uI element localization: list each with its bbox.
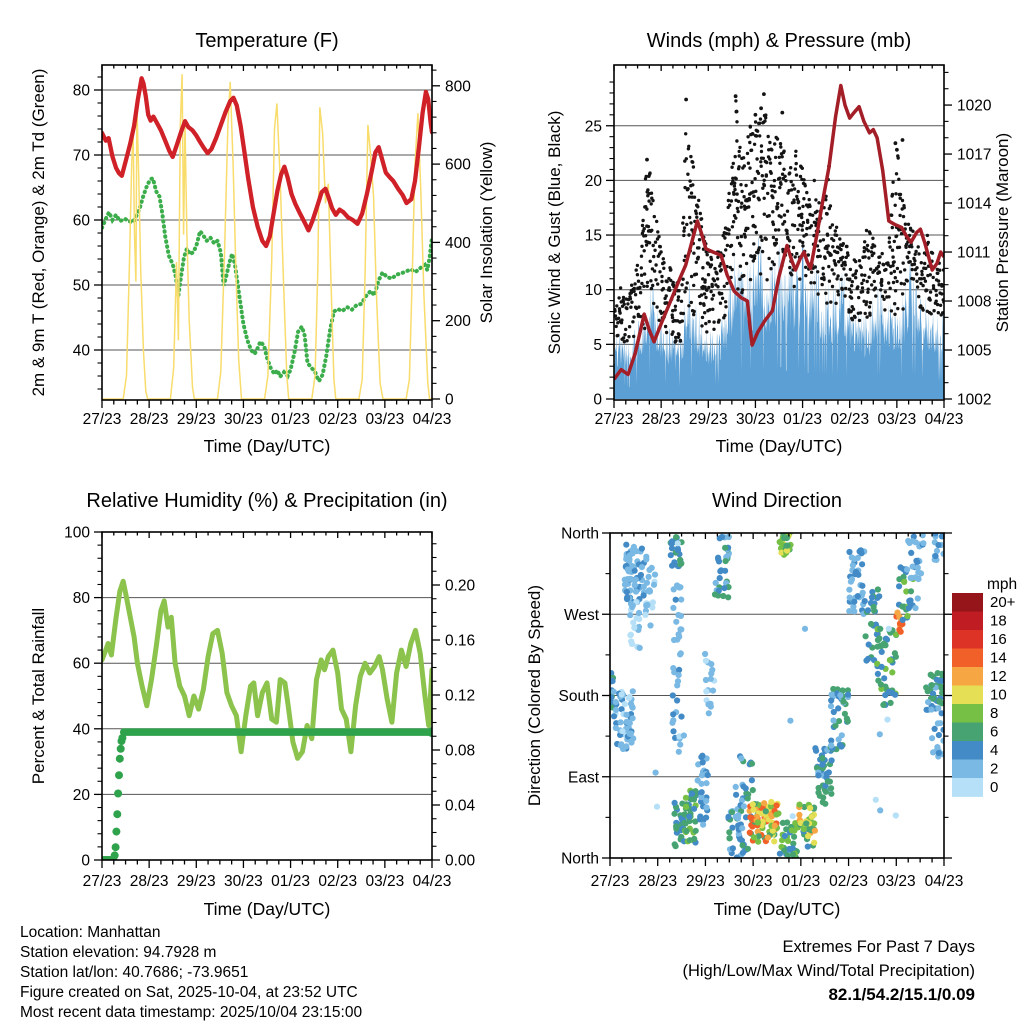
panel-title: Winds (mph) & Pressure (mb) bbox=[646, 30, 912, 52]
x-tick-label: 29/23 bbox=[176, 873, 216, 890]
x-axis-title: Time (Day/UTC) bbox=[713, 899, 841, 919]
colorbar-unit-label: mph bbox=[987, 576, 1018, 593]
extremes-block bbox=[682, 938, 975, 1004]
speed-colorbar bbox=[952, 576, 1017, 797]
y-tick-label: 1002 bbox=[957, 391, 992, 409]
x-tick-label: 01/23 bbox=[271, 411, 310, 428]
colorbar-tick-label: 2 bbox=[990, 760, 999, 778]
x-tick-label: 01/23 bbox=[271, 873, 310, 890]
x-tick-label: 28/23 bbox=[638, 873, 678, 890]
y-tick-label: 80 bbox=[72, 82, 90, 100]
y-tick-label: 60 bbox=[72, 655, 90, 673]
y-tick-label: South bbox=[558, 688, 599, 705]
y-tick-label: 60 bbox=[72, 212, 90, 230]
footer-line: Figure created on Sat, 2025-10-04, at 23:52 UTC bbox=[20, 984, 358, 1001]
panel-winds-pressure bbox=[545, 30, 1012, 456]
x-tick-label: 04/23 bbox=[924, 411, 964, 428]
footer-line: Station elevation: 94.7928 m bbox=[20, 944, 217, 961]
colorbar-tick-label: 4 bbox=[990, 742, 999, 759]
footer-line: Location: Manhattan bbox=[20, 924, 161, 941]
y-tick-label: 70 bbox=[72, 147, 90, 165]
extremes-values: 82.1/54.2/15.1/0.09 bbox=[828, 985, 975, 1004]
y-tick-label: 1014 bbox=[957, 195, 992, 213]
y-tick-label: 1011 bbox=[957, 244, 991, 262]
y-tick-label: 400 bbox=[445, 234, 471, 252]
x-tick-label: 02/23 bbox=[829, 873, 868, 890]
x-tick-label: 04/23 bbox=[412, 873, 452, 890]
colorbar-band bbox=[952, 723, 983, 742]
y-axis-title-right: Station Pressure (Maroon) bbox=[993, 132, 1012, 333]
gust-dots bbox=[613, 92, 946, 343]
x-tick-label: 03/23 bbox=[365, 411, 405, 428]
x-tick-label: 30/23 bbox=[733, 873, 773, 890]
y-tick-label: 1008 bbox=[957, 293, 992, 311]
y-tick-label: 80 bbox=[72, 590, 90, 608]
y-tick-label: 10 bbox=[584, 282, 602, 300]
x-tick-label: 01/23 bbox=[783, 411, 822, 428]
x-tick-label: 04/23 bbox=[412, 411, 452, 428]
x-tick-label: 27/23 bbox=[594, 411, 634, 428]
y-tick-label: 0 bbox=[593, 391, 602, 409]
x-tick-label: 01/23 bbox=[781, 873, 821, 890]
colorbar-tick-label: 12 bbox=[990, 668, 1007, 685]
dewpoint-line bbox=[102, 178, 432, 381]
y-tick-label: 0.20 bbox=[445, 577, 476, 595]
colorbar-band bbox=[952, 686, 983, 705]
x-tick-label: 02/23 bbox=[830, 411, 870, 428]
x-axis-title: Time (Day/UTC) bbox=[715, 436, 843, 456]
rainfall-series bbox=[100, 727, 437, 864]
x-tick-label: 30/23 bbox=[224, 873, 263, 890]
x-tick-label: 03/23 bbox=[877, 411, 917, 428]
y-tick-label: 15 bbox=[584, 227, 602, 245]
panel-wind-direction bbox=[525, 490, 963, 919]
x-tick-label: 30/23 bbox=[224, 411, 263, 428]
y-tick-label: 0.00 bbox=[445, 852, 476, 870]
extremes-subtitle: (High/Low/Max Wind/Total Precipitation) bbox=[682, 962, 975, 980]
x-tick-label: 03/23 bbox=[365, 873, 405, 890]
colorbar-tick-label: 18 bbox=[990, 612, 1007, 630]
colorbar-band bbox=[952, 612, 983, 631]
panel-humidity-precip bbox=[29, 490, 476, 919]
y-tick-label: North bbox=[561, 525, 599, 543]
colorbar-band bbox=[952, 778, 983, 797]
y-axis-title-left: 2m & 9m T (Red, Orange) & 2m Td (Green) bbox=[29, 68, 48, 397]
colorbar-tick-label: 10 bbox=[990, 686, 1007, 704]
colorbar-band bbox=[952, 593, 983, 612]
y-tick-label: 40 bbox=[72, 342, 90, 360]
colorbar-band bbox=[952, 630, 983, 649]
x-tick-label: 28/23 bbox=[129, 873, 169, 890]
y-tick-label: 5 bbox=[593, 336, 602, 354]
y-tick-label: 100 bbox=[64, 524, 90, 542]
footer-info bbox=[20, 924, 362, 1021]
y-tick-label: 0.16 bbox=[445, 632, 476, 650]
y-tick-label: 0.04 bbox=[445, 797, 476, 815]
x-tick-label: 28/23 bbox=[129, 411, 169, 428]
x-axis-title: Time (Day/UTC) bbox=[203, 436, 331, 456]
x-tick-label: 02/23 bbox=[318, 411, 358, 428]
x-tick-label: 29/23 bbox=[686, 873, 725, 890]
y-tick-label: North bbox=[561, 850, 599, 868]
x-tick-label: 27/23 bbox=[82, 411, 122, 428]
x-tick-label: 02/23 bbox=[318, 873, 358, 890]
panel-title: Temperature (F) bbox=[195, 30, 339, 52]
y-tick-label: East bbox=[567, 769, 599, 787]
panel-temperature bbox=[29, 30, 496, 456]
y-tick-label: West bbox=[563, 606, 599, 624]
humidity-series bbox=[100, 581, 437, 864]
x-tick-label: 30/23 bbox=[736, 411, 775, 428]
y-axis-title-left: Sonic Wind & Gust (Blue, Black) bbox=[545, 110, 564, 355]
y-tick-label: 20 bbox=[584, 172, 602, 190]
y-tick-label: 0.12 bbox=[445, 687, 476, 705]
temperature-line bbox=[102, 78, 432, 246]
colorbar-band bbox=[952, 667, 983, 686]
x-tick-label: 28/23 bbox=[641, 411, 681, 428]
y-tick-label: 800 bbox=[445, 78, 471, 96]
y-tick-label: 50 bbox=[72, 277, 90, 295]
x-tick-label: 27/23 bbox=[590, 873, 630, 890]
colorbar-tick-label: 16 bbox=[990, 631, 1007, 648]
y-tick-label: 1020 bbox=[957, 97, 992, 115]
panel-title: Relative Humidity (%) & Precipitation (in) bbox=[86, 490, 448, 512]
x-axis-title: Time (Day/UTC) bbox=[203, 899, 331, 919]
colorbar-band bbox=[952, 760, 983, 779]
y-tick-label: 0 bbox=[445, 391, 454, 409]
y-tick-label: 0.08 bbox=[445, 742, 476, 760]
y-axis-title-left: Direction (Colored By Speed) bbox=[525, 584, 544, 807]
y-tick-label: 40 bbox=[72, 721, 90, 739]
y-tick-label: 600 bbox=[445, 156, 471, 174]
y-tick-label: 200 bbox=[445, 313, 471, 331]
y-tick-label: 1005 bbox=[957, 342, 992, 360]
x-tick-label: 04/23 bbox=[924, 873, 964, 890]
winds-series bbox=[613, 86, 946, 400]
x-tick-label: 03/23 bbox=[876, 873, 916, 890]
x-tick-label: 29/23 bbox=[688, 411, 728, 428]
panel-title: Wind Direction bbox=[711, 490, 843, 512]
colorbar-tick-label: 14 bbox=[990, 649, 1007, 667]
y-tick-label: 1017 bbox=[957, 146, 992, 164]
footer-line: Most recent data timestamp: 2025/10/04 23:15:00 bbox=[20, 1004, 363, 1021]
colorbar-band bbox=[952, 704, 983, 723]
x-tick-label: 27/23 bbox=[82, 873, 122, 890]
footer-line: Station lat/lon: 40.7686; -73.9651 bbox=[20, 964, 249, 981]
y-tick-label: 25 bbox=[584, 118, 602, 136]
extremes-title: Extremes For Past 7 Days bbox=[782, 938, 975, 956]
colorbar-tick-label: 6 bbox=[990, 723, 999, 741]
colorbar-band bbox=[952, 741, 983, 760]
y-tick-label: 0 bbox=[81, 852, 90, 870]
colorbar-tick-label: 0 bbox=[990, 779, 999, 796]
y-tick-label: 20 bbox=[72, 786, 90, 804]
y-axis-title-left: Percent & Total Rainfall bbox=[29, 607, 48, 785]
colorbar-band bbox=[952, 649, 983, 668]
x-tick-label: 29/23 bbox=[176, 411, 216, 428]
colorbar-tick-label: 20+ bbox=[990, 594, 1016, 611]
y-axis-title-right: Solar Insolation (Yellow) bbox=[477, 141, 496, 324]
colorbar-tick-label: 8 bbox=[990, 705, 999, 722]
